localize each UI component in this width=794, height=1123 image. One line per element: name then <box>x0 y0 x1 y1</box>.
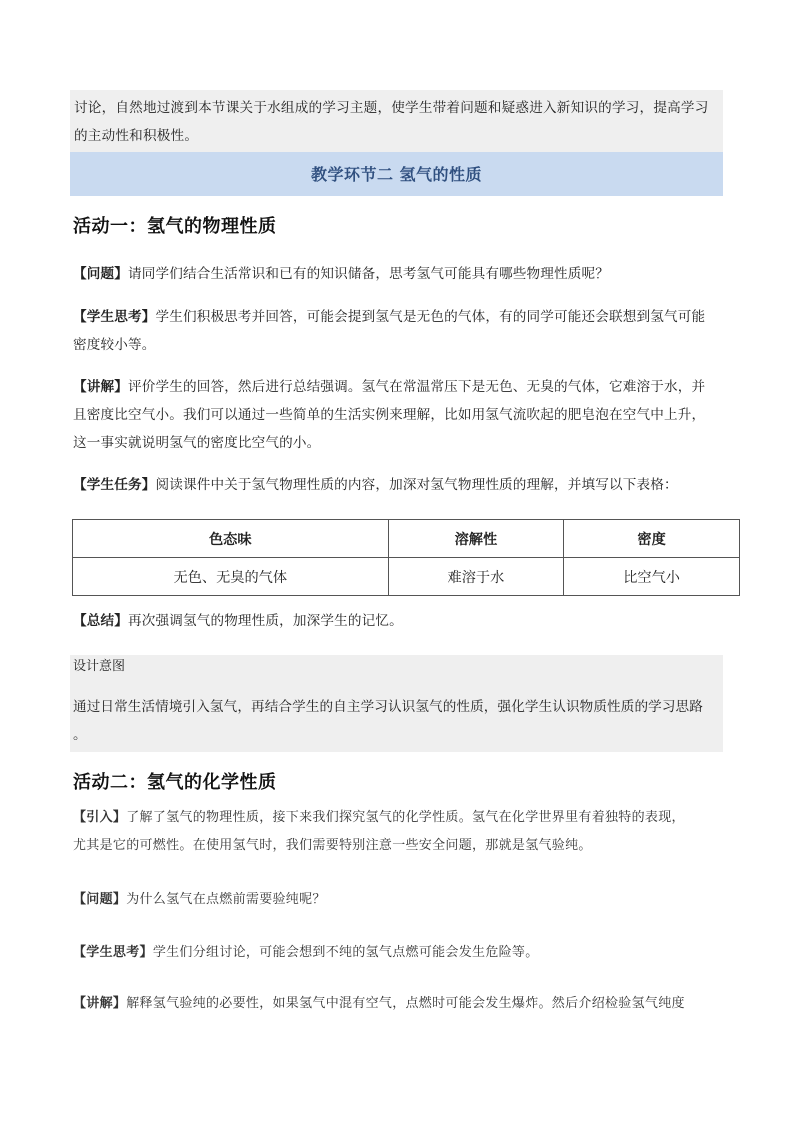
table-header-density: 密度 <box>564 520 740 558</box>
explain-line-2: 且密度比空气小。我们可以通过一些简单的生活实例来理解，比如用氢气流吹起的肥皂泡在空气中上升， <box>73 407 706 423</box>
summary-text: 再次强调氢气的物理性质，加深学生的记忆。 <box>127 613 403 629</box>
explain-text: 解释氢气验纯的必要性，如果氢气中混有空气，点燃时可能会发生爆炸。然后介绍检验氢气纯度 <box>126 996 685 1011</box>
properties-table <box>72 519 740 596</box>
intro-line-1: 了解了氢气的物理性质，接下来我们探究氢气的化学性质。氢气在化学世界里有着独特的表现， <box>126 810 685 825</box>
intro-line-2: 尤其是它的可燃性。在使用氢气时，我们需要特别注意一些安全问题，那就是氢气验纯。 <box>73 838 592 853</box>
activity2-student-think <box>73 939 723 967</box>
question-text: 为什么氢气在点燃前需要验纯呢？ <box>126 892 326 907</box>
question-text: 请同学们结合生活常识和已有的知识储备，思考氢气可能具有哪些物理性质呢？ <box>127 266 610 282</box>
explain-tag: 【讲解】 <box>73 379 128 395</box>
explain-line-1: 评价学生的回答，然后进行总结强调。氢气在常温常压下是无色、无臭的气体，它难溶于水，并 <box>127 379 706 395</box>
activity1-student-task <box>73 471 723 499</box>
think-text: 学生们分组讨论，可能会想到不纯的氢气点燃可能会发生危险等。 <box>152 945 539 960</box>
activity1-explain <box>73 373 723 457</box>
explain-line-3: 这一事实就说明氢气的密度比空气的小。 <box>73 435 321 451</box>
intro-line-1: 讨论，自然地过渡到本节课关于水组成的学习主题，使学生带着问题和疑惑进入新知识的学习，提高学习 <box>74 100 709 116</box>
explain-tag: 【讲解】 <box>73 996 127 1011</box>
think-line-1: 学生们积极思考并回答，可能会提到氢气是无色的气体，有的同学可能还会联想到氢气可能 <box>155 309 706 325</box>
think-tag: 【学生思考】 <box>73 945 153 960</box>
table-header-row <box>73 520 740 558</box>
design-line-2: 。 <box>73 727 87 743</box>
table-header-color-state-odor: 色态味 <box>73 520 389 558</box>
think-tag: 【学生思考】 <box>73 309 156 325</box>
activity1-student-think <box>73 303 723 359</box>
task-text: 阅读课件中关于氢气物理性质的内容，加深对氢气物理性质的理解，并填写以下表格： <box>155 477 678 493</box>
design-intent-box <box>70 655 723 752</box>
activity2-question <box>73 886 723 914</box>
intro-tag: 【引入】 <box>73 810 127 825</box>
activity2-intro <box>73 804 723 860</box>
table-cell-solubility: 难溶于水 <box>388 558 564 596</box>
task-tag: 【学生任务】 <box>73 477 156 493</box>
think-line-2: 密度较小等。 <box>73 337 156 353</box>
design-intent-title: 设计意图 <box>73 659 126 674</box>
table-cell-color-state-odor: 无色、无臭的气体 <box>73 558 389 596</box>
design-line-1: 通过日常生活情境引入氢气，再结合学生的自主学习认识氢气的性质，强化学生认识物质性质的学习思路 <box>73 699 703 715</box>
question-tag: 【问题】 <box>73 266 128 282</box>
activity1-summary <box>73 607 723 635</box>
activity1-heading: 活动一：氢气的物理性质 <box>73 216 277 237</box>
activity1-question <box>73 260 723 288</box>
activity2-heading: 活动二：氢气的化学性质 <box>73 772 277 793</box>
table-row <box>73 558 740 596</box>
design-intent-body <box>73 693 721 749</box>
intro-line-2: 的主动性和积极性。 <box>74 128 199 144</box>
intro-box <box>70 90 723 152</box>
activity2-explain <box>73 990 723 1018</box>
table-cell-density: 比空气小 <box>564 558 740 596</box>
summary-tag: 【总结】 <box>73 613 128 629</box>
section-title: 教学环节二 氢气的性质 <box>70 152 723 196</box>
question-tag: 【问题】 <box>73 892 127 907</box>
table-header-solubility: 溶解性 <box>388 520 564 558</box>
